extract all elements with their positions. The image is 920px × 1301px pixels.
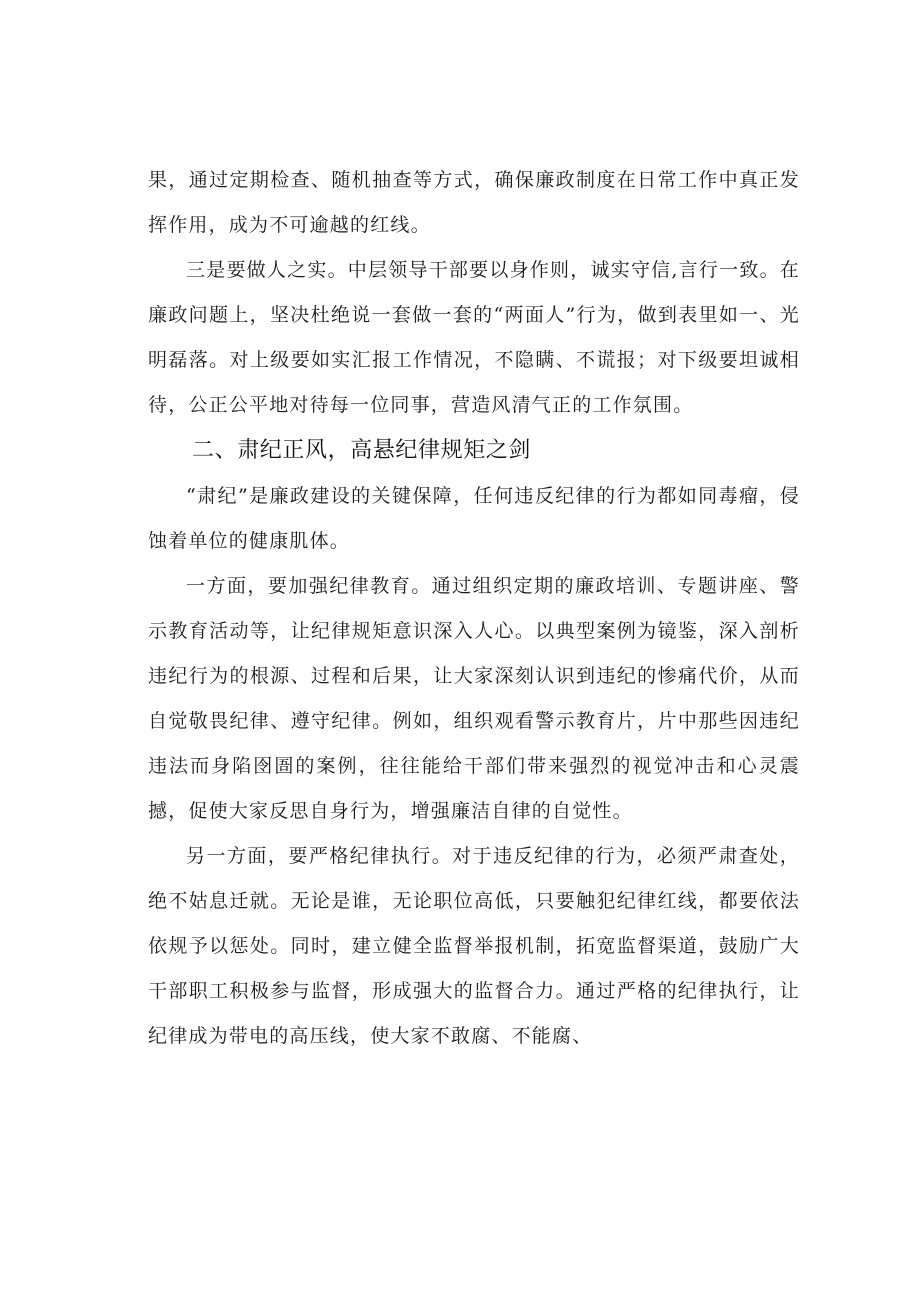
paragraph-integrity: 三是要做人之实。中层领导干部要以身作则，诚实守信,言行一致。在廉政问题上，坚决杜绝说一套做一套的“两面人”行为，做到表里如一、光明磊落。对上级要如实汇报工作情况，不隐瞒、不谎报；对下级要坦诚相待，公正公平地对待每一位同事，营造风清气正的工作氛围。 [148,259,800,416]
paragraph-discipline-intro: “肃纪”是廉政建设的关键保障，任何违反纪律的行为都如同毒瘤，侵蚀着单位的健康肌体。 [148,485,800,552]
paragraph-discipline-enforcement: 另一方面，要严格纪律执行。对于违反纪律的行为，必须严肃查处，绝不姑息迁就。无论是谁，无论职位高低，只要触犯纪律红线，都要依法依规予以惩处。同时，建立健全监督举报机制，拓宽监督渠道，鼓励广大干部职工积极参与监督，形成强大的监督合力。通过严格的纪律执行，让纪律成为带电的高压线，使大家不敢腐、不能腐、 [148,845,800,1047]
paragraph-discipline-education: 一方面，要加强纪律教育。通过组织定期的廉政培训、专题讲座、警示教育活动等，让纪律规矩意识深入人心。以典型案例为镜鉴，深入剖析违纪行为的根源、过程和后果，让大家深刻认识到违纪的惨痛代价，从而自觉敬畏纪律、遵守纪律。例如，组织观看警示教育片，片中那些因违纪违法而身陷囹圄的案例，往往能给干部们带来强烈的视觉冲击和心灵震撼，促使大家反思自身行为，增强廉洁自律的自觉性。 [148,575,800,822]
section-heading: 二、肃纪正风，高悬纪律规矩之剑 [192,438,532,463]
paragraph-continuation: 果，通过定期检查、随机抽查等方式，确保廉政制度在日常工作中真正发挥作用，成为不可逾越的红线。 [148,169,800,236]
document-body [148,158,800,1059]
